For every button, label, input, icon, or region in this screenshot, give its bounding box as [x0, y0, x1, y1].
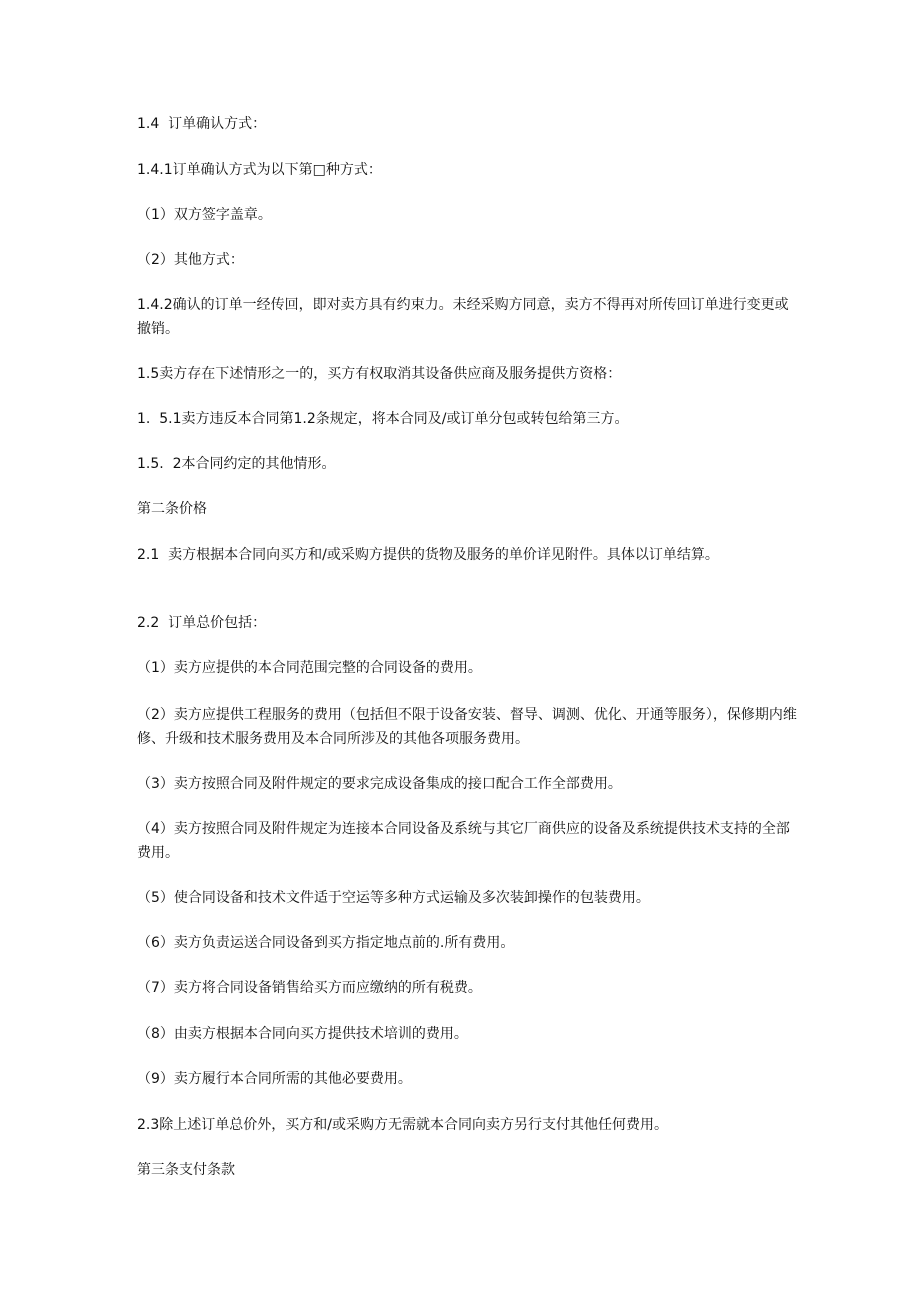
list-item-1: （1）卖方应提供的本合同范围完整的合同设备的费用。: [137, 660, 482, 676]
list-item-5: （5）使合同设备和技术文件适于空运等多种方式运输及多次装卸操作的包装费用。: [137, 890, 650, 906]
section-heading-1-4: 1.4 订单确认方式：: [137, 116, 267, 132]
list-item-9: （9）卖方履行本合同所需的其他必要费用。: [137, 1071, 412, 1087]
paragraph-1-5: 1.5卖方存在下述情形之一的，买方有权取消其设备供应商及服务提供方资格：: [137, 366, 622, 382]
list-item-6: （6）卖方负责运送合同设备到买方指定地点前的.所有费用。: [137, 935, 515, 951]
list-item-4: （4）卖方按照合同及附件规定为连接本合同设备及系统与其它厂商供应的设备及系统提供技术支持的全部费用。: [137, 821, 790, 861]
article-2-heading: 第二条价格: [137, 501, 207, 517]
list-item-3: （3）卖方按照合同及附件规定的要求完成设备集成的接口配合工作全部费用。: [137, 776, 622, 792]
paragraph-2-2: 2.2 订单总价包括：: [137, 615, 267, 631]
list-item-8: （8）由卖方根据本合同向买方提供技术培训的费用。: [137, 1026, 468, 1042]
paragraph-option-1: （1）双方签字盖章。: [137, 207, 272, 223]
paragraph-option-2: （2）其他方式：: [137, 252, 244, 268]
paragraph-1-5-2: 1.5. 2本合同约定的其他情形。: [137, 456, 336, 472]
paragraph-1-4-1: 1.4.1订单确认方式为以下第□种方式：: [137, 162, 382, 178]
paragraph-1-4-2: 1.4.2确认的订单一经传回，即对卖方具有约束力。未经采购方同意，卖方不得再对所传回订单进行变更或撤销。: [137, 297, 789, 337]
paragraph-2-3: 2.3除上述订单总价外，买方和/或采购方无需就本合同向卖方另行支付其他任何费用。: [137, 1117, 668, 1133]
list-item-2: （2）卖方应提供工程服务的费用（包括但不限于设备安装、督导、调测、优化、开通等服务），保修期内维修、升级和技术服务费用及本合同所涉及的其他各项服务费用。: [137, 707, 797, 747]
paragraph-2-1: 2.1 卖方根据本合同向买方和/或采购方提供的货物及服务的单价详见附件。具体以订单结算。: [137, 547, 719, 563]
paragraph-1-5-1: 1. 5.1卖方违反本合同第1.2条规定，将本合同及/或订单分包或转包给第三方。: [137, 411, 629, 427]
list-item-7: （7）卖方将合同设备销售给买方而应缴纳的所有税费。: [137, 980, 482, 996]
article-3-heading: 第三条支付条款: [137, 1162, 235, 1178]
